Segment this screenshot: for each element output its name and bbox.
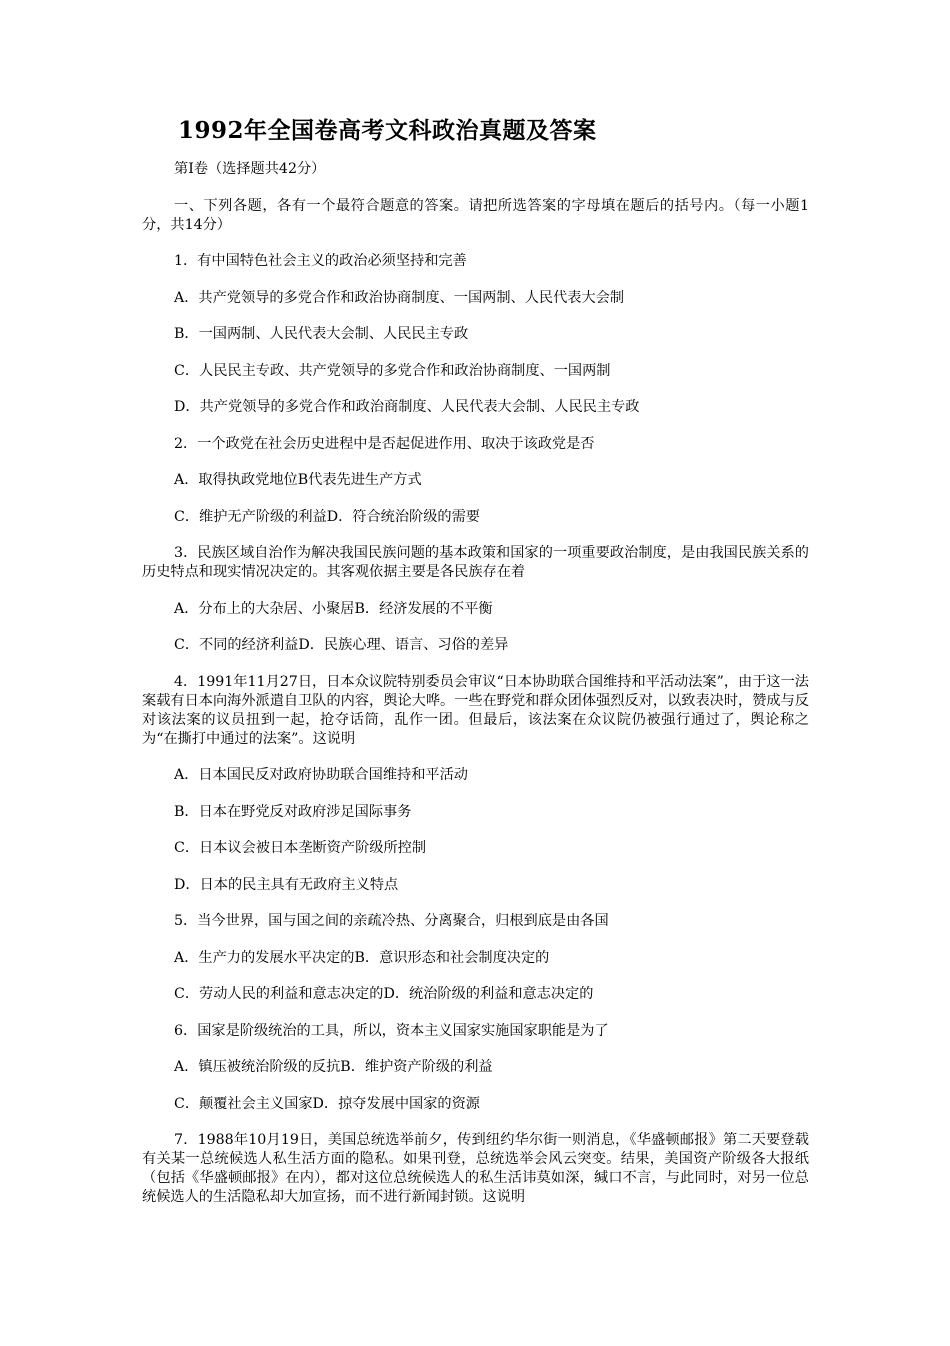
section-heading: 第Ⅰ卷（选择题共42分） <box>174 161 326 177</box>
question-4-option-d: D．日本的民主具有无政府主义特点 <box>174 876 399 893</box>
question-2-options-cd: C．维护无产阶级的利益D．符合统治阶级的需要 <box>174 508 480 525</box>
question-4-option-b: B．日本在野党反对政府涉足国际事务 <box>174 803 412 820</box>
question-3-options-cd: C．不同的经济利益D．民族心理、语言、习俗的差异 <box>174 637 509 653</box>
question-6-options-ab: A．镇压被统治阶级的反抗B．维护资产阶级的利益 <box>174 1059 493 1075</box>
question-2-options-ab: A．取得执政党地位B代表先进生产方式 <box>174 472 422 488</box>
question-4-option-c: C．日本议会被日本垄断资产阶级所控制 <box>174 840 427 856</box>
question-1-option-d: D．共产党领导的多党合作和政治商制度、人民代表大会制、人民民主专政 <box>174 399 640 415</box>
question-2: 2．一个政党在社会历史进程中是否起促进作用、取决于该政党是否 <box>174 435 595 452</box>
question-1: 1．有中国特色社会主义的政治必须坚持和完善 <box>174 253 467 269</box>
instructions-paragraph: 一、下列各题，各有一个最符合题意的答案。请把所选答案的字母填在题后的括号内。（每一小题1分，共14分） <box>142 197 809 233</box>
page-title: 1992年全国卷高考文科政治真题及答案 <box>178 117 597 144</box>
question-1-option-a: A．共产党领导的多党合作和政治协商制度、一国两制、人民代表大会制 <box>174 289 625 306</box>
document-body <box>142 160 809 1225</box>
question-3-options-ab: A．分布上的大杂居、小聚居B．经济发展的不平衡 <box>174 600 493 617</box>
question-6-options-cd: C．颠覆社会主义国家D．掠夺发展中国家的资源 <box>174 1095 480 1112</box>
question-3: 3．民族区域自治作为解决我国民族问题的基本政策和国家的一项重要政治制度，是由我国民族关系的历史特点和现实情况决定的。其客观依据主要是各民族存在着 <box>142 545 809 580</box>
question-4: 4．1991年11月27日，日本众议院特别委员会审议“日本协助联合国维持和平活动法案”，由于这一法案载有日本向海外派遣自卫队的内容，舆论大哗。一些在野党和群众团体强烈反对，以致表决时，赞成与反对该法案的议员扭到一起，抢夺话筒，乱作一团。但最后，该法案在众议院仍被强行通过了，舆论称之为“在撕打中通过的法案”。这说明 <box>142 673 809 747</box>
question-5: 5．当今世界，国与国之间的亲疏冷热、分离聚合，归根到底是由各国 <box>174 913 609 929</box>
question-7: 7．1988年10月19日，美国总统选举前夕，传到纽约华尔街一则消息，《华盛顿邮报》第二天要登载有关某一总统候选人私生活方面的隐私。如果刊登，总统选举会风云突变。结果，美国资产阶级各大报纸（包括《华盛顿邮报》在内），都对这位总统候选人的私生活讳莫如深，缄口不言，与此同时，对另一位总统候选人的生活隐私却大加宣扬，而不进行新闻封锁。这说明 <box>142 1132 809 1205</box>
question-1-option-b: B．一国两制、人民代表大会制、人民民主专政 <box>174 326 469 342</box>
question-6: 6．国家是阶级统治的工具，所以，资本主义国家实施国家职能是为了 <box>174 1022 609 1039</box>
question-5-options-cd: C．劳动人民的利益和意志决定的D．统治阶级的利益和意志决定的 <box>174 986 594 1002</box>
question-5-options-ab: A．生产力的发展水平决定的B．意识形态和社会制度决定的 <box>174 949 550 966</box>
question-1-option-c: C．人民民主专政、共产党领导的多党合作和政治协商制度、一国两制 <box>174 362 611 379</box>
question-4-option-a: A．日本国民反对政府协助联合国维持和平活动 <box>174 767 468 783</box>
